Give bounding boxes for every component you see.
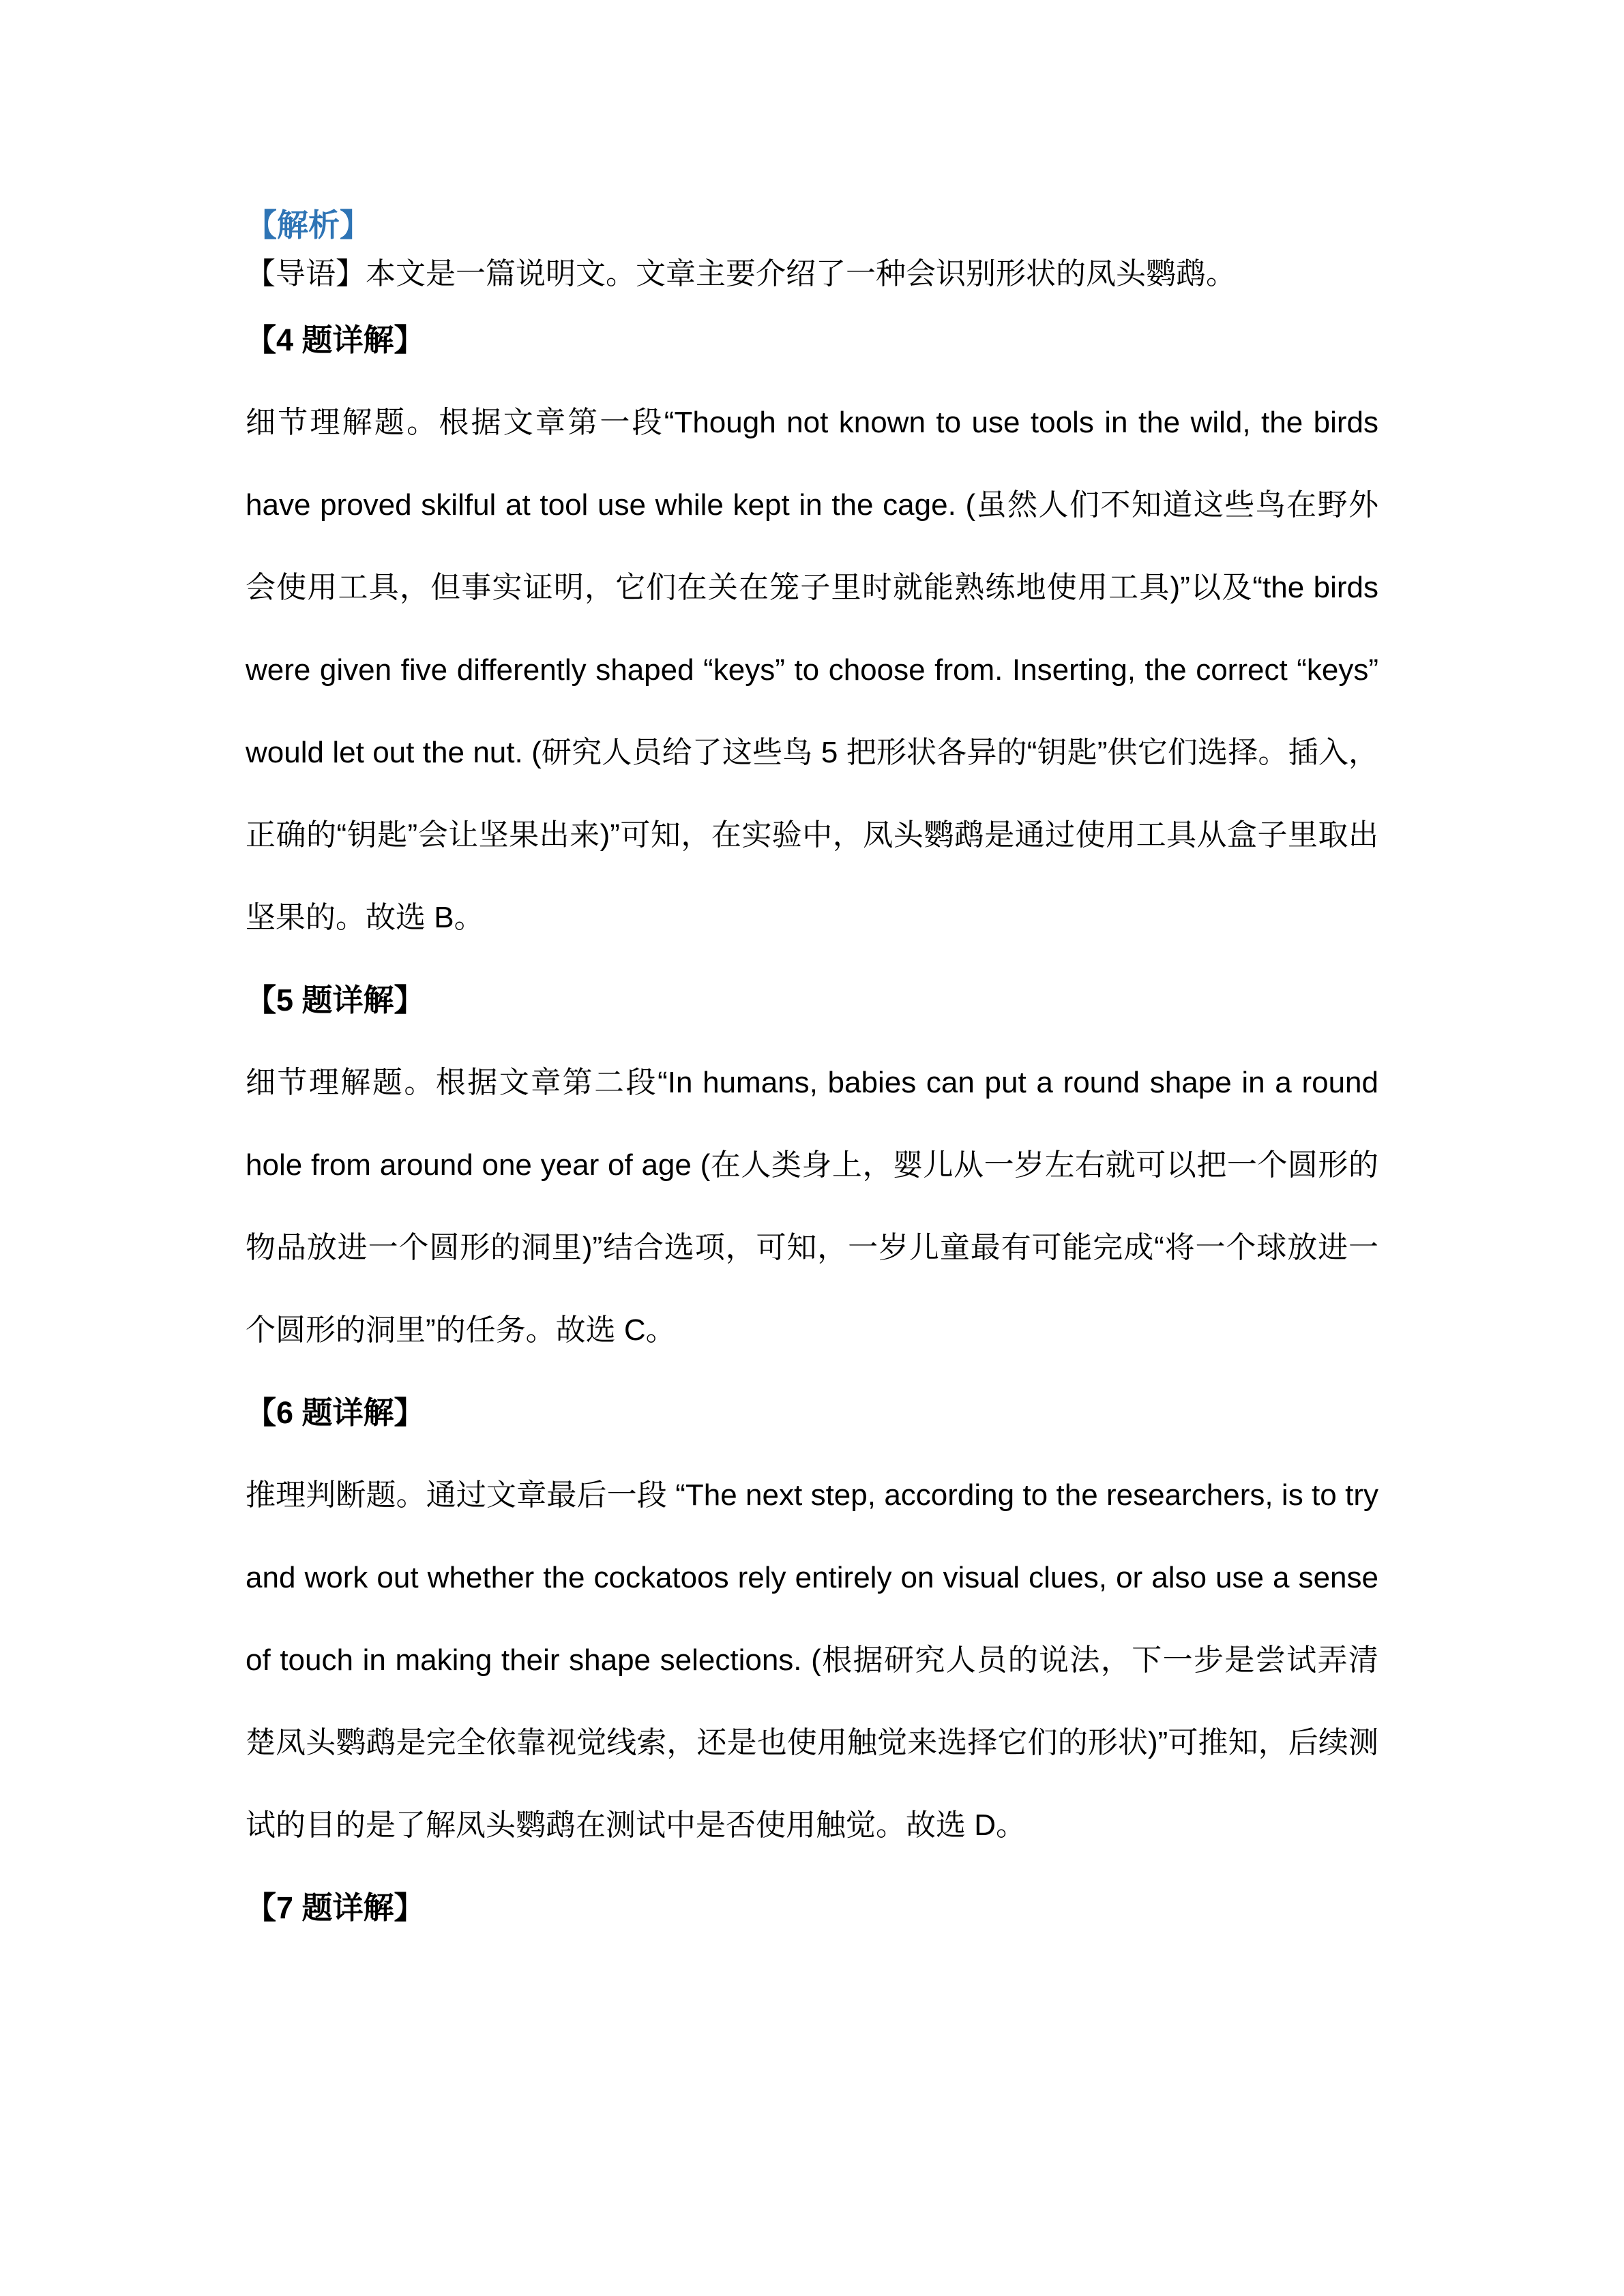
analysis-heading: 【解析】	[246, 207, 371, 243]
question-7-heading: 【7 题详解】	[246, 1890, 425, 1925]
question-4-heading: 【4 题详解】	[246, 323, 425, 357]
question-6-explanation: 推理判断题。通过文章最后一段 “The next step, according to the researchers, is to try and work out whether the cockatoos rely entirely on visual clues, or also use a sense of touch in making their shape selections. (根据研究人员的说法，下一步是尝试弄清楚凤头鹦鹉是完全依靠视觉线索，还是也使用触觉来选择它们的形状)”可推知，后续测试的目的是了解凤头鹦鹉在测试中是否使用触觉。故选 D。	[246, 1478, 1378, 1842]
intro-paragraph: 【导语】本文是一篇说明文。文章主要介绍了一种会识别形状的凤头鹦鹉。	[246, 257, 1236, 290]
question-4-explanation: 细节理解题。根据文章第一段“Though not known to use tools in the wild, the birds have proved skilful at tool use while kept in the cage. (虽然人们不知道这些鸟在野外会使用工具，但事实证明，它们在关在笼子里时就能熟练地使用工具)”以及“the birds were given five differently shaped “keys” to choose from. Inserting, the correct “keys” would let out the nut. (研究人员给了这些鸟 5 把形状各异的“钥匙”供它们选择。插入，正确的“钥匙”会让坚果出来)”可知，在实验中，凤头鹦鹉是通过使用工具从盒子里取出坚果的。故选 B。	[246, 406, 1378, 934]
question-5-heading: 【5 题详解】	[246, 983, 425, 1017]
question-5-explanation: 细节理解题。根据文章第二段“In humans, babies can put a round shape in a round hole from around one year of age (在人类身上，婴儿从一岁左右就可以把一个圆形的物品放进一个圆形的洞里)”结合选项，可知，一岁儿童最有可能完成“将一个球放进一个圆形的洞里”的任务。故选 C。	[246, 1066, 1378, 1347]
question-6-heading: 【6 题详解】	[246, 1395, 425, 1430]
